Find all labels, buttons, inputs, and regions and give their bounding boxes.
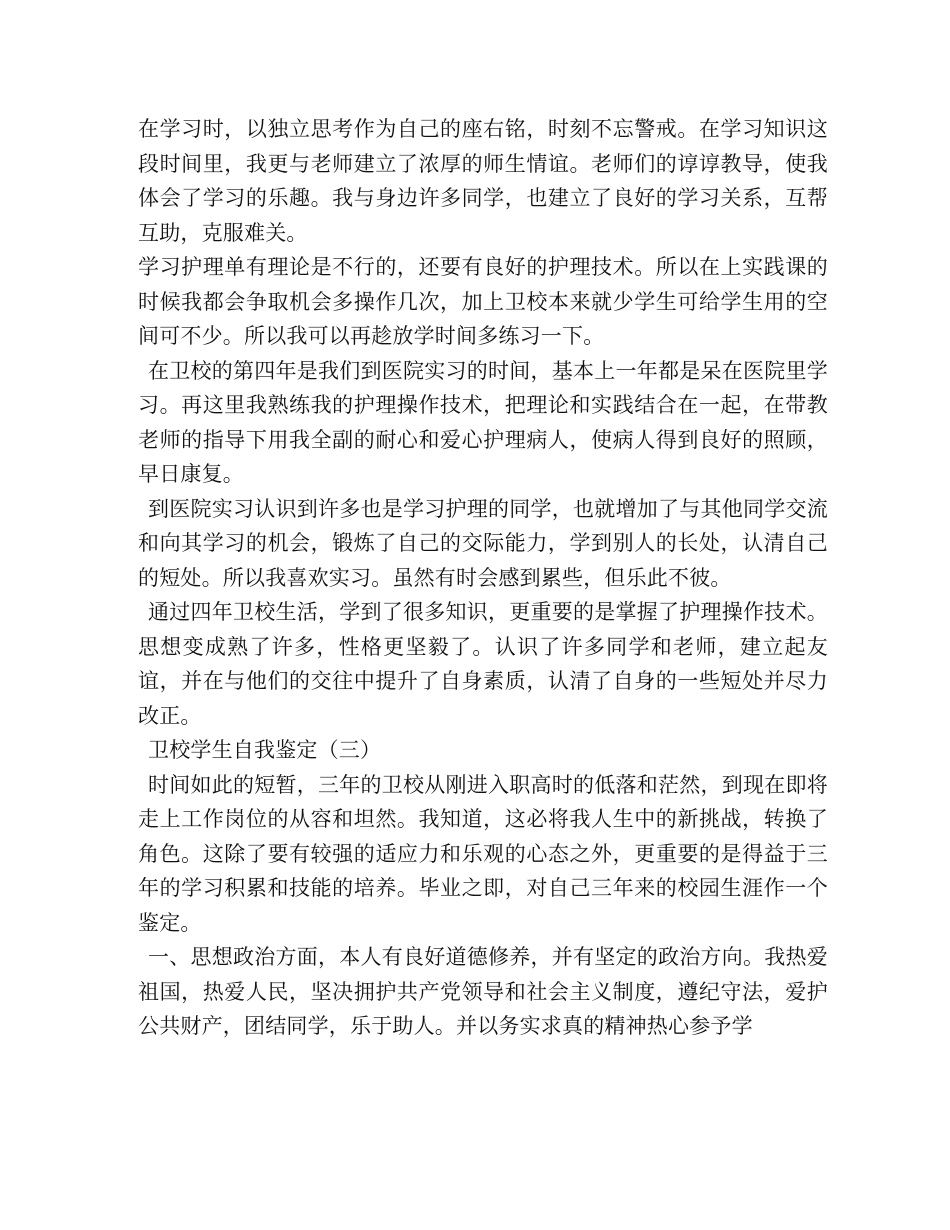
paragraph-7: 一、思想政治方面，本人有良好道德修养，并有坚定的政治方向。我热爱祖国，热爱人民，坚决拥护共产党领导和社会主义制度，遵纪守法，爱护公共财产，团结同学，乐于助人。并以务实求真的精神热心参予学 bbox=[138, 945, 828, 1038]
paragraph-6: 时间如此的短暂，三年的卫校从刚进入职高时的低落和茫然，到现在即将走上工作岗位的从容和坦然。我知道，这必将我人生中的新挑战，转换了角色。这除了要有较强的适应力和乐观的心态之外，更重要的是得益于三年的学习积累和技能的培养。毕业之即，对自己三年来的校园生涯作一个鉴定。 bbox=[138, 772, 828, 935]
section-heading: 卫校学生自我鉴定（三） bbox=[148, 738, 382, 762]
document-body bbox=[138, 112, 828, 1044]
paragraph-4: 到医院实习认识到许多也是学习护理的同学，也就增加了与其他同学交流和向其学习的机会，锻炼了自己的交际能力，学到别人的长处，认清自己的短处。所以我喜欢实习。虽然有时会感到累些，但乐此不彼。 bbox=[138, 496, 828, 590]
paragraph-3: 在卫校的第四年是我们到医院实习的时间，基本上一年都是呆在医院里学习。再这里我熟练我的护理操作技术，把理论和实践结合在一起，在带教老师的指导下用我全副的耐心和爱心护理病人，使病人得到良好的照顾，早日康复。 bbox=[138, 358, 828, 486]
paragraph-5: 通过四年卫校生活，学到了很多知识，更重要的是掌握了护理操作技术。思想变成熟了许多，性格更坚毅了。认识了许多同学和老师，建立起友谊，并在与他们的交往中提升了自身素质，认清了自身的一些短处并尽力改正。 bbox=[138, 600, 828, 728]
paragraph-1: 在学习时，以独立思考作为自己的座右铭，时刻不忘警戒。在学习知识这段时间里，我更与老师建立了浓厚的师生情谊。老师们的谆谆教导，使我体会了学习的乐趣。我与身边许多同学，也建立了良好的学习关系，互帮互助，克服难关。 bbox=[138, 117, 828, 245]
paragraph-2: 学习护理单有理论是不行的，还要有良好的护理技术。所以在上实践课的时候我都会争取机会多操作几次，加上卫校本来就少学生可给学生用的空间可不少。所以我可以再趁放学时间多练习一下。 bbox=[138, 255, 828, 348]
